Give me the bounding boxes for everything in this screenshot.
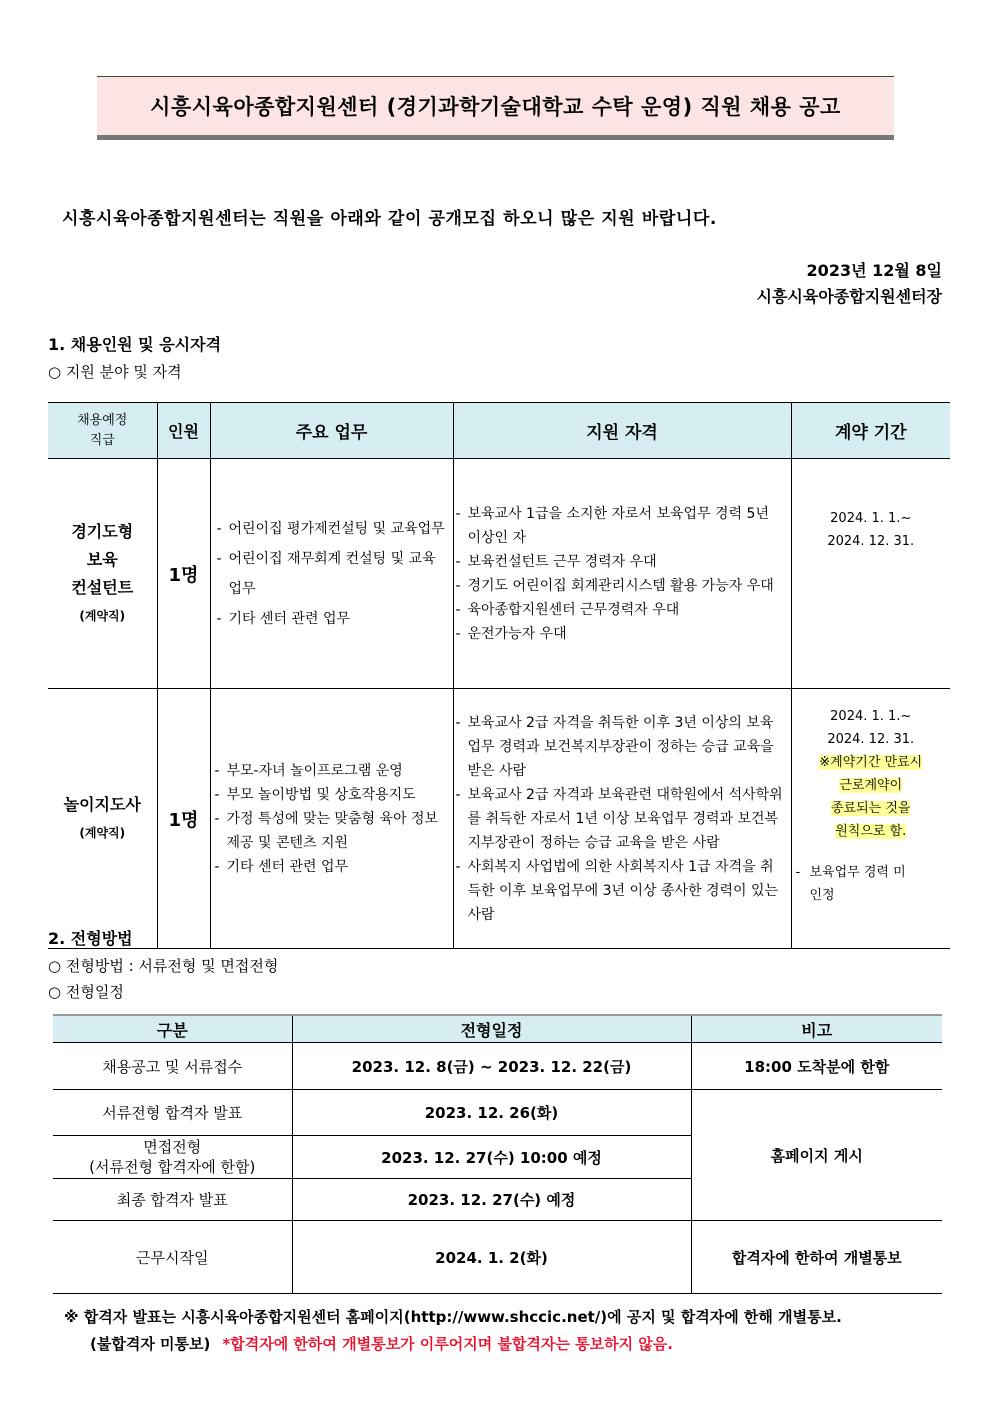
list-item: - 어린이집 재무회계 컨설팅 및 교육업무 (215, 544, 447, 604)
section2-title: 2. 전형방법 (48, 929, 133, 948)
issuer: 시흥시육아종합지원센터장 (756, 287, 942, 306)
list-item: - 보육교사 2급 자격과 보육관련 대학원에서 석사학위를 취득한 자로서 1년 이상 보육업무 경력과 보건복지부장관이 정하는 승급 교육을 받은 사람 (454, 783, 785, 855)
header-count: 인원 (157, 403, 210, 459)
header-schedule: 전형일정 (292, 1015, 691, 1043)
title-banner (97, 76, 894, 140)
position-cell: 경기도형 보육 컨설턴트 (계약직) (48, 459, 157, 689)
duties-cell (210, 689, 453, 949)
list-item: - 사회복지 사업법에 의한 사회복지사 1급 자격을 취득한 이후 보육업무에 3년 이상 종사한 경력이 있는 사람 (454, 855, 785, 927)
announcement-date: 2023년 12월 8일 (806, 261, 942, 280)
count-cell: 1명 (157, 459, 210, 689)
list-item: - 운전가능자 우대 (454, 622, 785, 646)
list-item: - 육아종합지원센터 근무경력자 우대 (454, 598, 785, 622)
table-row: 서류전형 합격자 발표 2023. 12. 26(화) 홈페이지 게시 (53, 1090, 942, 1136)
header-category: 구분 (53, 1015, 292, 1043)
list-item: - 보육컨설턴트 근무 경력자 우대 (454, 550, 785, 574)
header-duties: 주요 업무 (210, 403, 453, 459)
period-cell: 2024. 1. 1.~ 2024. 12. 31. (791, 459, 950, 689)
section2-item1: ○ 전형방법 : 서류전형 및 면접전형 (48, 957, 279, 975)
table-row: 면접전형 (서류전형 합격자에 한함) 2023. 12. 27(수) 10:00 예정 (53, 1136, 942, 1179)
qualifications-cell (453, 689, 791, 949)
list-item: - 가정 특성에 맞는 맞춤형 육아 정보 제공 및 콘텐츠 지원 (213, 807, 447, 855)
header-note: 비고 (691, 1015, 942, 1043)
table-header-row (48, 403, 950, 459)
header-period: 계약 기간 (791, 403, 950, 459)
section1-title: 1. 채용인원 및 응시자격 (48, 335, 222, 354)
period-cell: 2024. 1. 1.~ 2024. 12. 31. ※계약기간 만료시 근로계약이 종료되는 것을 원칙으로 함. - 보육업무 경력 미인정 (791, 689, 950, 949)
section2-item2: ○ 전형일정 (48, 983, 124, 1001)
header-position: 채용예정 직급 (48, 403, 157, 459)
table-row: 최종 합격자 발표 2023. 12. 27(수) 예정 (53, 1179, 942, 1221)
schedule-table (53, 1014, 942, 1294)
footnote-line2: (불합격자 미통보) *합격자에 한하여 개별통보가 이루어지며 불합격자는 통보하지 않음. (90, 1335, 673, 1353)
section1-subtitle: ○ 지원 분야 및 자격 (48, 363, 182, 381)
list-item: - 어린이집 평가제컨설팅 및 교육업무 (215, 514, 447, 544)
table-row: 근무시작일 2024. 1. 2(화) 합격자에 한하여 개별통보 (53, 1221, 942, 1294)
red-notice: *합격자에 한하여 개별통보가 이루어지며 불합격자는 통보하지 않음. (222, 1335, 673, 1353)
list-item: - 부모 놀이방법 및 상호작용지도 (213, 783, 447, 807)
table-header-row (53, 1015, 942, 1043)
header-qualifications: 지원 자격 (453, 403, 791, 459)
duties-cell (210, 459, 453, 689)
page-title: 시흥시육아종합지원센터 (경기과학기술대학교 수탁 운영) 직원 채용 공고 (150, 95, 841, 119)
list-item: - 보육업무 경력 미인정 (794, 861, 914, 907)
table-row: 채용공고 및 서류접수 2023. 12. 8(금) ~ 2023. 12. 22(금) 18:00 도착분에 한함 (53, 1043, 942, 1090)
list-item: - 보육교사 1급을 소지한 자로서 보육업무 경력 5년 이상인 자 (454, 502, 785, 550)
position-cell: 놀이지도사 (계약직) (48, 689, 157, 949)
list-item: - 기타 센터 관련 업무 (215, 604, 447, 634)
intro-text: 시흥시육아종합지원센터는 직원을 아래와 같이 공개모집 하오니 많은 지원 바랍니다. (62, 209, 717, 229)
table-row (48, 459, 950, 689)
table-row (48, 689, 950, 949)
period-note: ※계약기간 만료시 근로계약이 종료되는 것을 원칙으로 함. (819, 755, 923, 839)
list-item: - 부모-자녀 놀이프로그램 운영 (213, 759, 447, 783)
qualifications-cell (453, 459, 791, 689)
list-item: - 보육교사 2급 자격을 취득한 이후 3년 이상의 보육업무 경력과 보건복지부장관이 정하는 승급 교육을 받은 사람 (454, 711, 785, 783)
qualification-table (48, 402, 950, 949)
footnote-line1: ※ 합격자 발표는 시흥시육아종합지원센터 홈페이지(http://www.shccic.net/)에 공지 및 합격자에 한해 개별통보. (64, 1308, 842, 1326)
list-item: - 경기도 어린이집 회계관리시스템 활용 가능자 우대 (454, 574, 785, 598)
list-item: - 기타 센터 관련 업무 (213, 855, 447, 879)
count-cell: 1명 (157, 689, 210, 949)
